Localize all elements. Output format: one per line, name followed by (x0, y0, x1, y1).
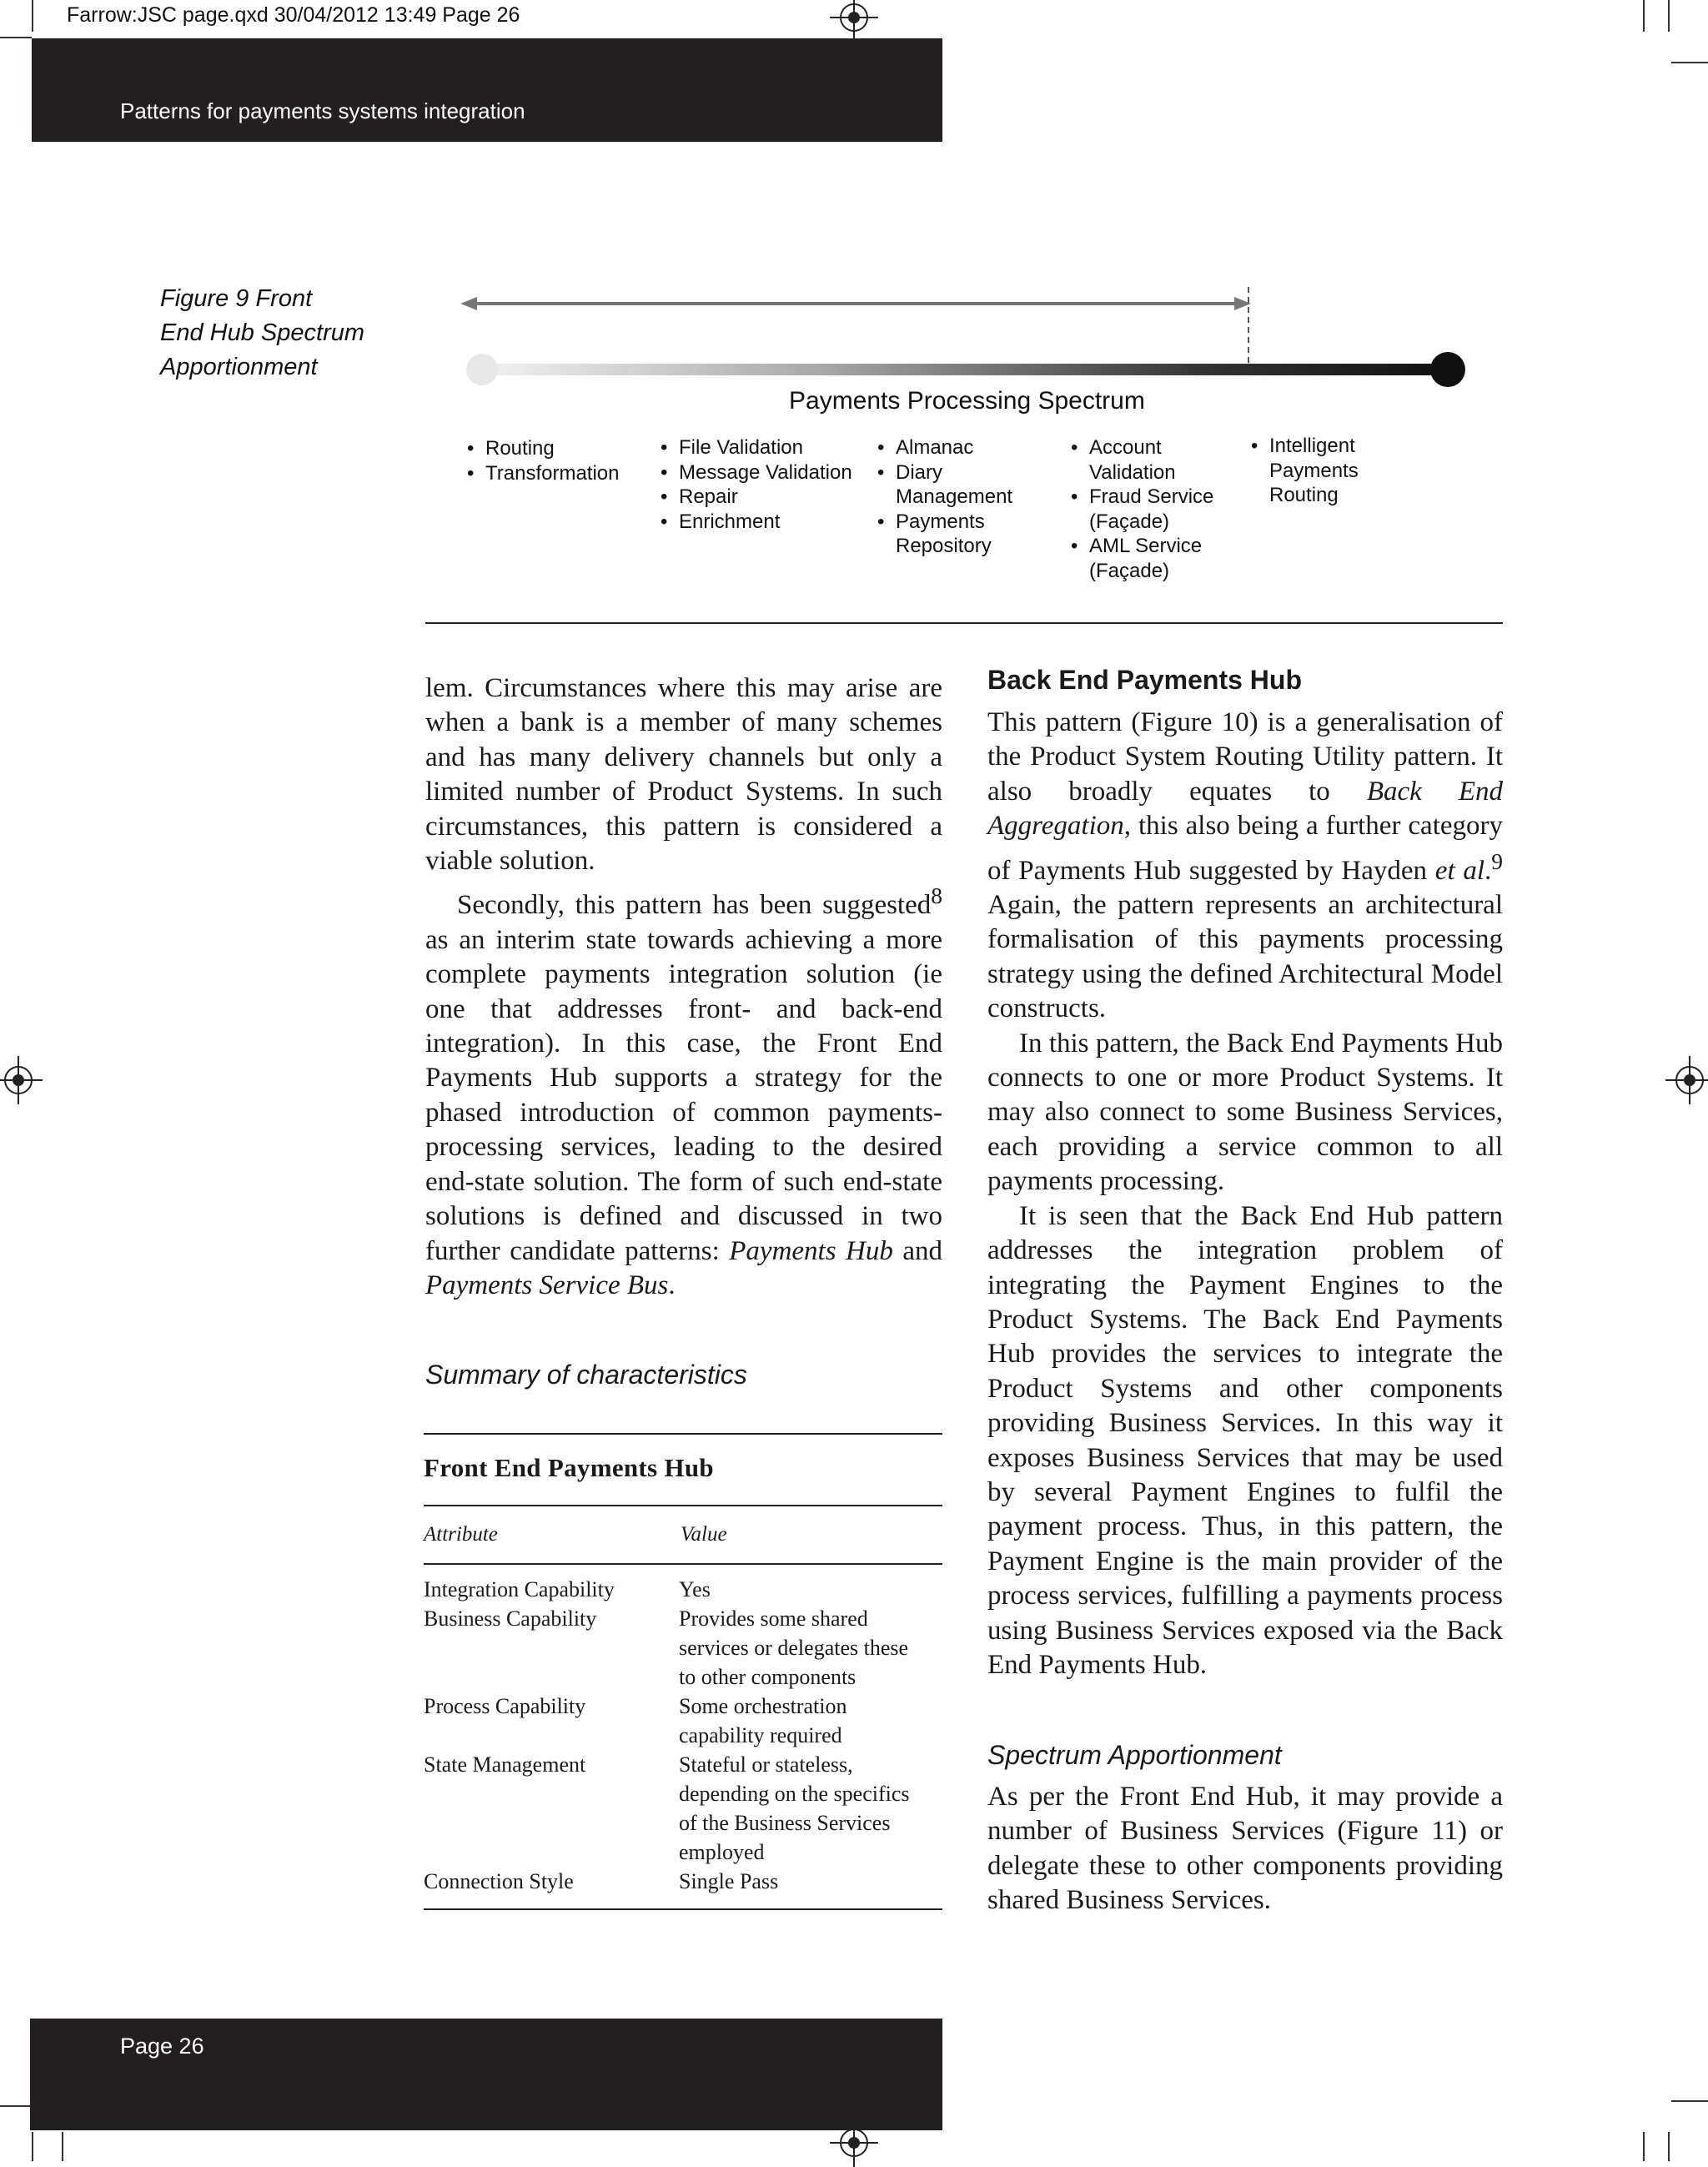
value-line: employed (679, 1840, 765, 1864)
table-rule (424, 1433, 942, 1435)
value-cell (679, 1867, 941, 1896)
value-line: Some orchestration (679, 1694, 847, 1718)
paragraph: As per the Front End Hub, it may provide a number of Business Services (Figure 11) or delegate these to other components providing shared Business Services. (987, 1782, 1503, 1916)
spectrum-column-2 (661, 435, 877, 534)
page-number: Page 26 (120, 2034, 204, 2059)
characteristics-table (424, 1575, 941, 1896)
value-cell (679, 1575, 941, 1604)
column-header-attribute: Attribute (424, 1523, 498, 1546)
value-line: Yes (679, 1577, 711, 1601)
subsection-heading: Spectrum Apportionment (987, 1740, 1282, 1770)
list-item: • Fraud Service (Façade) (1071, 485, 1238, 534)
table-title: Front End Payments Hub (424, 1453, 714, 1482)
attribute-cell: State Management (424, 1752, 586, 1777)
summary-heading: Summary of characteristics (425, 1360, 747, 1390)
paragraph: In this pattern, the Back End Payments Hub connects to one or more Product Systems. It may also connect to some Business Services, each providing a service common to all payments processing. (987, 1028, 1503, 1197)
right-column-continued (987, 1780, 1503, 1918)
list-item: • Intelligent Payments Routing (1251, 434, 1401, 508)
list-item: • Routing (467, 436, 659, 461)
crop-mark (1668, 2132, 1670, 2161)
value-cell (679, 1604, 941, 1692)
spectrum-column-1 (467, 436, 659, 485)
figure-caption-line: End Hub Spectrum (160, 319, 365, 346)
table-row (424, 1575, 941, 1604)
figure-caption (160, 282, 410, 385)
list-item: • Repair (661, 485, 877, 510)
registration-mark-icon (4, 1066, 33, 1094)
table-rule (424, 1505, 942, 1506)
value-line: to other components (679, 1665, 857, 1689)
value-line: depending on the specifics (679, 1782, 910, 1806)
crop-mark (1668, 0, 1670, 32)
print-slug: Farrow:JSC page.qxd 30/04/2012 13:49 Page 26 (67, 3, 520, 27)
table-row (424, 1604, 941, 1692)
table-row (424, 1692, 941, 1750)
crop-mark (0, 37, 32, 38)
crop-mark (0, 2105, 32, 2107)
left-column (425, 671, 942, 1303)
spectrum-label: Payments Processing Spectrum (789, 387, 1145, 415)
list-item: • Account Validation (1071, 435, 1238, 485)
running-header: Patterns for payments systems integration (120, 98, 525, 123)
paragraph: lem. Circumstances where this may arise are when a bank is a member of many schemes and has many delivery channels but only a limited number of Product Systems. In such circumstances, this pattern is considered a viable solution. (425, 673, 942, 877)
list-item: • AML Service (Façade) (1071, 534, 1238, 583)
figure-divider (425, 622, 1503, 624)
value-cell (679, 1750, 941, 1867)
spectrum-diagram (450, 284, 1484, 400)
table-row (424, 1750, 941, 1867)
list-item: • File Validation (661, 435, 877, 460)
paragraph: Secondly, this pattern has been suggested$^8$ as an interim state towards achieving a more complete payments integration solution (ie one that addresses front- and back-end integration). In this case, the Front End Payments Hub supports a strategy for the phased introduction of common payments-processing services, leading to the desired end-state solution. The form of such end-state solutions is defined and discussed in two further candidate patterns: Payments Hub and Payments Service Bus. (425, 882, 942, 1300)
list-item: • Transformation (467, 461, 659, 486)
spectrum-gradient-bar (482, 364, 1448, 375)
table-rule (424, 1908, 942, 1910)
attribute-cell: Business Capability (424, 1606, 597, 1631)
column-header-value: Value (681, 1523, 727, 1546)
crop-mark (1643, 2132, 1645, 2161)
value-line: of the Business Services (679, 1811, 891, 1835)
list-item: • Diary Management (877, 460, 1044, 510)
spectrum-start-circle (466, 354, 498, 385)
crop-mark (1671, 62, 1708, 63)
table-row (424, 1867, 941, 1896)
value-line: capability required (679, 1723, 842, 1747)
crop-mark (62, 2132, 63, 2161)
paragraph: It is seen that the Back End Hub pattern addresses the integration problem of integrating the Payment Engines to the Product Systems. The Back End Payments Hub provides the services to integrate the Product Systems and other components providing Business Services. In this way it exposes Business Services that may be used by several Payment Engines to fulfil the payment process. Thus, in this pattern, the Payment Engine is the main provider of the process services, fulfilling a payments process using Business Services exposed via the Back End Payments Hub. (987, 1200, 1503, 1680)
figure-caption-line: Apportionment (160, 354, 318, 380)
value-cell (679, 1692, 941, 1750)
spectrum-end-circle (1430, 352, 1465, 387)
list-item: • Almanac (877, 435, 1044, 460)
list-item: • Message Validation (661, 460, 877, 485)
value-line: Provides some shared (679, 1606, 868, 1631)
list-item: • Payments Repository (877, 510, 1044, 559)
spectrum-column-5 (1251, 434, 1401, 508)
list-item: • Enrichment (661, 510, 877, 535)
value-line: Stateful or stateless, (679, 1752, 853, 1777)
range-arrow (460, 297, 1251, 310)
running-header-bar (32, 38, 942, 142)
paragraph: This pattern (Figure 10) is a generalisation of the Product System Routing Utility pattern. It also broadly equates to Back End Aggregation, this also being a further category of Payments Hub suggested by Hayden et al.$^9$ Again, the pattern represents an architectural formalisation of this payments processing strategy using the defined Architectural Model constructs. (987, 707, 1504, 1024)
registration-mark-icon (1675, 1066, 1704, 1094)
spectrum-column-4 (1071, 435, 1238, 583)
registration-mark-icon (840, 3, 868, 32)
crop-mark (32, 2132, 33, 2161)
right-column (987, 706, 1503, 1682)
section-heading: Back End Payments Hub (987, 665, 1302, 695)
table-rule (424, 1563, 942, 1565)
registration-mark-icon (840, 2129, 868, 2157)
spectrum-column-3 (877, 435, 1044, 559)
crop-mark (32, 0, 33, 32)
attribute-cell: Process Capability (424, 1694, 586, 1718)
attribute-cell: Connection Style (424, 1869, 574, 1893)
value-line: services or delegates these (679, 1636, 909, 1660)
footer-bar (30, 2019, 942, 2130)
value-line: Single Pass (679, 1869, 779, 1893)
figure-caption-line: Figure 9 Front (160, 285, 313, 312)
crop-mark (1643, 0, 1645, 32)
attribute-cell: Integration Capability (424, 1577, 615, 1601)
crop-mark (1671, 2100, 1708, 2102)
